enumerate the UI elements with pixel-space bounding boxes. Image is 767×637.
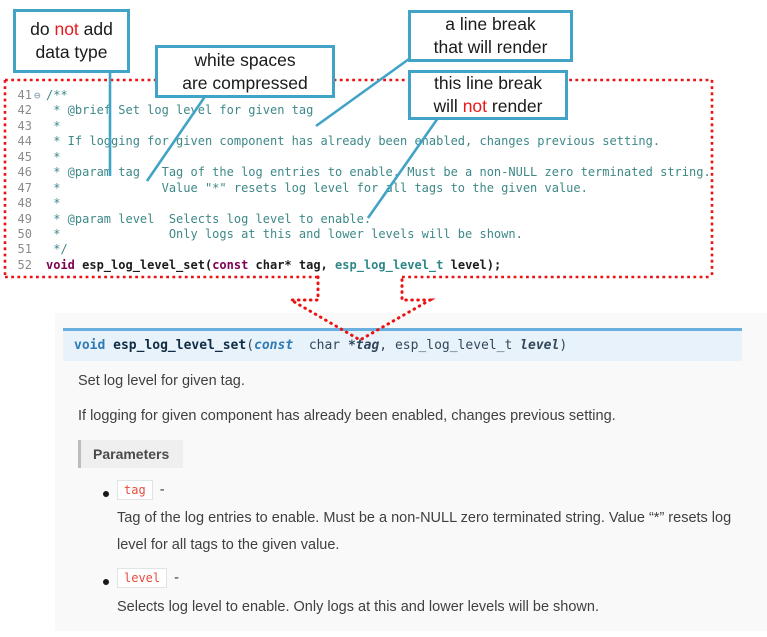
line-number: 45	[17, 149, 32, 164]
line-number: 49	[17, 211, 32, 226]
code-line: 43 *	[17, 118, 61, 133]
param-chip-level: level	[117, 568, 167, 588]
param-name-row	[117, 568, 179, 588]
param-description-level: Selects log level to enable. Only logs at this and lower levels will be shown.	[117, 599, 599, 615]
param-separator: -	[159, 481, 165, 498]
fold-marker-icon[interactable]: ⊖	[34, 89, 41, 102]
code-line: 48 *	[17, 196, 61, 211]
code-editor-snippet	[16, 88, 711, 273]
line-number: 46	[17, 165, 32, 180]
code-line: 42 * @brief Set log level for given tag	[17, 103, 314, 118]
param-separator: -	[174, 569, 179, 586]
code-line: 50 * Only logs at this and lower levels will be shown.	[17, 226, 523, 241]
code-line: 47 * Value "*" resets log level for all tags to the given value.	[17, 180, 588, 195]
parameters-heading: Parameters	[78, 440, 183, 468]
code-line: 52 void esp_log_level_set(const char* tag, esp_log_level_t level);	[17, 257, 502, 272]
line-number: 50	[17, 226, 32, 241]
function-signature: void esp_log_level_set(const char *tag, esp_log_level_t level)	[63, 328, 742, 361]
param-name-row	[117, 480, 165, 500]
code-line: 45 *	[17, 149, 61, 164]
param-chip-tag: tag	[117, 480, 153, 500]
callout-white-spaces-compressed: white spaces are compressed	[155, 45, 335, 98]
code-line: 51 */	[17, 242, 68, 257]
detailed-description: If logging for given component has already been enabled, changes previous setting.	[78, 408, 616, 424]
line-number: 44	[17, 134, 32, 149]
line-number: 51	[17, 242, 32, 257]
code-line: 44 * If logging for given component has already been enabled, changes previous setting.	[17, 134, 661, 149]
callout-do-not-add-data-type: do not add data type	[13, 9, 130, 73]
callout-line-break-renders: a line break that will render	[408, 10, 573, 62]
code-line: 41 ⊖ /**	[17, 88, 68, 102]
line-number: 41	[17, 88, 32, 102]
code-line: 46 * @param tag Tag of the log entries to enable. Must be a non-NULL zero terminated string.	[17, 165, 711, 180]
param-description-tag: Tag of the log entries to enable. Must be a non-NULL zero terminated string. Value “*” resets log level for all tags to the given value.	[117, 510, 732, 553]
brief-description: Set log level for given tag.	[78, 373, 245, 389]
rendered-doc-panel	[55, 313, 767, 631]
line-number: 42	[17, 103, 32, 118]
callout-line-break-not-render: this line break will not render	[408, 70, 568, 120]
line-number: 47	[17, 180, 32, 195]
line-number: 48	[17, 196, 32, 211]
line-number: 43	[17, 118, 32, 133]
code-line: 49 * @param level Selects log level to enable.	[17, 211, 372, 226]
bullet-icon	[103, 579, 109, 585]
line-number: 52	[17, 257, 32, 272]
bullet-icon	[103, 491, 109, 497]
